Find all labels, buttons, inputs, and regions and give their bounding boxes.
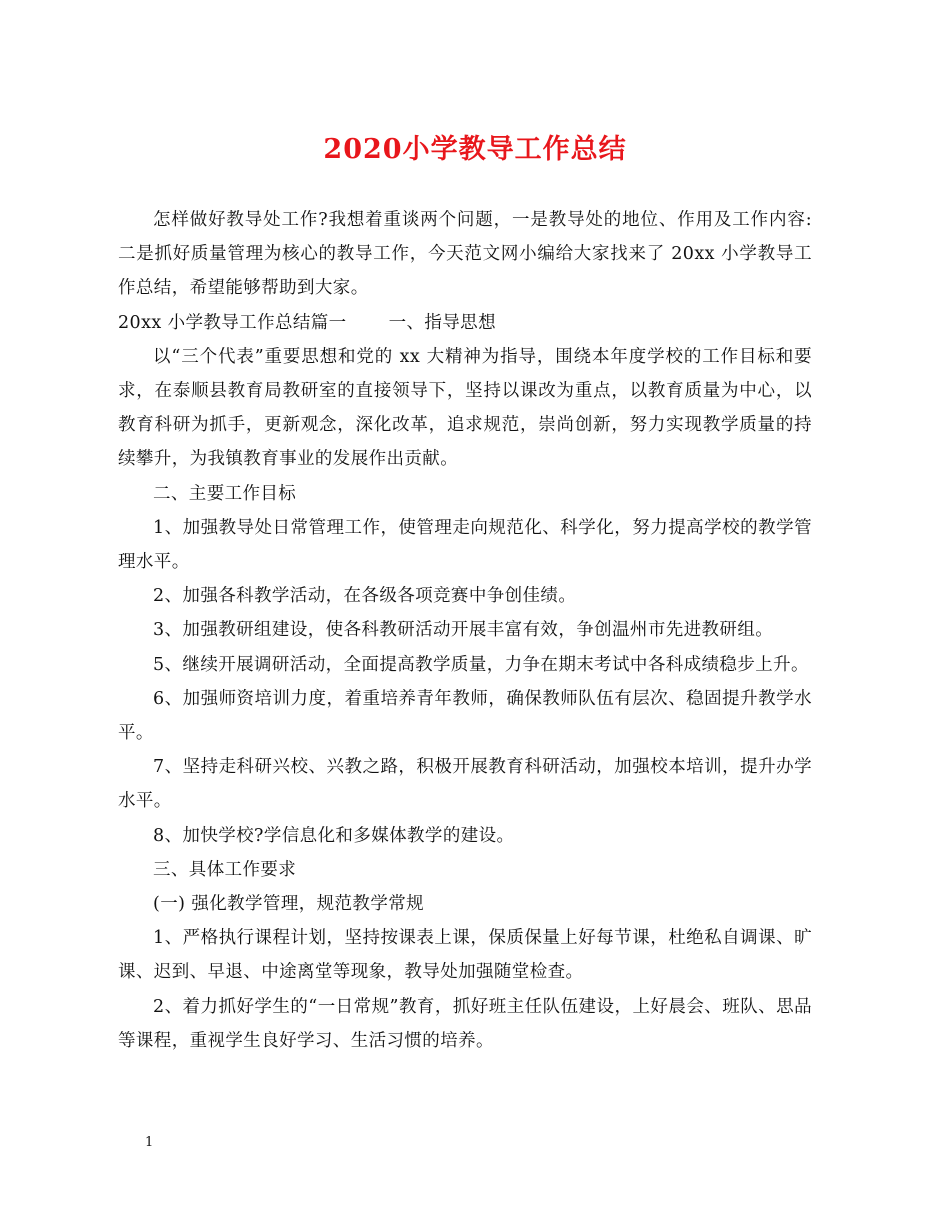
guiding-ideology-paragraph: 以“三个代表”重要思想和党的 xx 大精神为指导，围绕本年度学校的工作目标和要求，在泰顺县教育局教研室的直接领导下，坚持以课改为重点，以教育质量为中心，以教育科研为抓手，更新观念，深化改革，追求规范，崇尚创新，努力实现教学质量的持续攀升，为我镇教育事业的发展作出贡献。 (118, 346, 812, 470)
section-heading (118, 306, 812, 340)
goal-item: 2、加强各科教学活动，在各级各项竞赛中争创佳绩。 (153, 586, 577, 607)
document-body (118, 203, 812, 1058)
intro-paragraph: 怎样做好教导处工作?我想着重谈两个问题，一是教导处的地位、作用及工作内容:二是抓好质量管理为核心的教导工作，今天范文网小编给大家找来了 20xx 小学教导工作总结，希望能够帮助到大家。 (118, 210, 812, 299)
goal-item: 8、加快学校?学信息化和多媒体教学的建设。 (153, 825, 515, 846)
goal-item: 3、加强教研组建设，使各科教研活动开展丰富有效，争创温州市先进教研组。 (153, 620, 774, 641)
goal-item: 7、坚持走科研兴校、兴教之路，积极开展教育科研活动，加强校本培训，提升办学水平。 (118, 757, 812, 812)
goal-item: 5、继续开展调研活动，全面提高教学质量，力争在期末考试中各科成绩稳步上升。 (153, 654, 809, 675)
goals-heading: 二、主要工作目标 (153, 483, 297, 504)
section-subheading: 一、指导思想 (388, 312, 496, 333)
requirement-item: 2、着力抓好学生的“一日常规”教育，抓好班主任队伍建设，上好晨会、班队、思品等课程，重视学生良好学习、生活习惯的培养。 (118, 996, 812, 1051)
goal-item: 6、加强师资培训力度，着重培养青年教师，确保教师队伍有层次、稳固提升教学水平。 (118, 688, 812, 744)
subsection-heading: (一) 强化教学管理，规范教学常规 (153, 894, 425, 915)
page-number: 1 (145, 1135, 154, 1150)
document-title: 2020小学教导工作总结 (323, 134, 627, 165)
section-heading-title: 20xx 小学教导工作总结篇一 (118, 312, 347, 333)
goal-item: 1、加强教导处日常管理工作，使管理走向规范化、科学化，努力提高学校的教学管理水平。 (118, 517, 812, 573)
requirement-item: 1、严格执行课程计划，坚持按课表上课，保质保量上好每节课，杜绝私自调课、旷课、迟到、早退、中途离堂等现象，教导处加强随堂检查。 (118, 928, 812, 983)
requirements-heading: 三、具体工作要求 (153, 859, 297, 880)
